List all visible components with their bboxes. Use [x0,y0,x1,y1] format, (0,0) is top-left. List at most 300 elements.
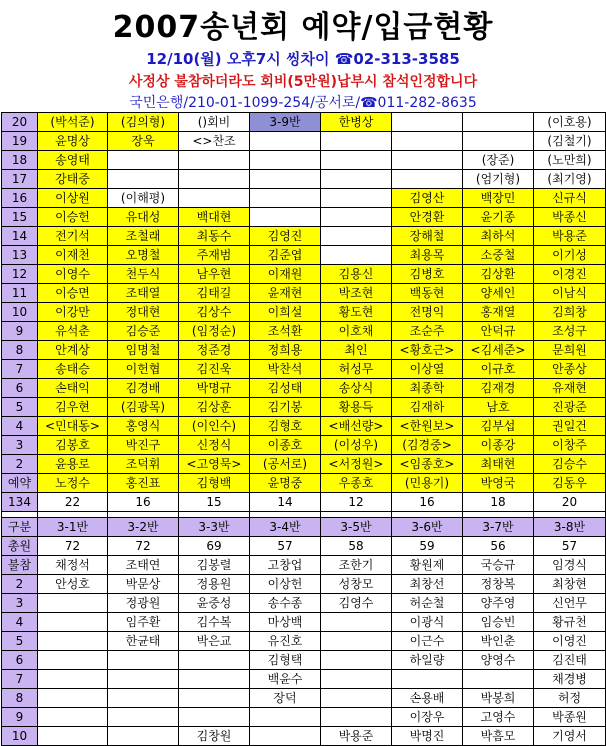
name-cell: 마상백 [250,613,321,632]
name-cell: (이해평) [108,189,179,208]
name-cell [108,651,179,670]
name-cell: 손용배 [392,689,463,708]
name-cell [38,632,108,651]
name-cell: 김희창 [534,303,606,322]
name-cell: 이종강 [463,436,534,455]
row-number: 3 [2,594,38,613]
name-cell: 박종원 [534,708,606,727]
name-cell [179,651,250,670]
name-cell: 김기봉 [250,398,321,417]
name-cell: 전기석 [38,227,108,246]
name-cell: (노만희) [534,151,606,170]
row-number: 12 [2,265,38,284]
name-cell: (이인수) [179,417,250,436]
name-cell: 조태연 [108,556,179,575]
class-header-label: 구분 [2,518,38,537]
name-cell: 이강만 [38,303,108,322]
name-cell: 안성호 [38,575,108,594]
class-total: 18 [463,493,534,512]
name-cell: <서정원> [321,455,392,474]
row-number: 3 [2,436,38,455]
row-number: 4 [2,417,38,436]
table-row [2,575,606,594]
class-name: 3-5반 [321,518,392,537]
name-cell [250,151,321,170]
name-cell: 성창모 [321,575,392,594]
name-cell: 김상훈 [179,398,250,417]
name-cell [38,708,108,727]
name-cell: 우종호 [321,474,392,493]
name-cell [321,246,392,265]
name-cell: 송상식 [321,379,392,398]
name-cell: 유재현 [534,379,606,398]
class-total: 14 [250,493,321,512]
name-cell: 김영산 [392,189,463,208]
name-cell: 오명철 [108,246,179,265]
name-cell: 허성무 [321,360,392,379]
row-number: 7 [2,360,38,379]
name-cell: 윤명상 [38,132,108,151]
table-row [2,227,606,246]
name-cell: 조성구 [534,322,606,341]
row-number: 17 [2,170,38,189]
name-cell [321,132,392,151]
table-row [2,708,606,727]
table-row [2,379,606,398]
table-row [2,417,606,436]
table-row [2,303,606,322]
table-row [2,474,606,493]
name-cell: 이영수 [38,265,108,284]
name-cell: 이헌협 [108,360,179,379]
name-cell: (임정순) [179,322,250,341]
name-cell [108,170,179,189]
name-cell: 윤중성 [179,594,250,613]
name-cell: 장덕 [250,689,321,708]
notice-text: 사정상 불참하더라도 회비(5만원)납부시 참석인정합니다 [128,74,478,90]
name-cell [179,151,250,170]
name-cell: 김봉호 [38,436,108,455]
name-cell: 안계상 [38,341,108,360]
name-cell: 정광원 [108,594,179,613]
name-cell: 김용신 [321,265,392,284]
name-cell: 최창현 [534,575,606,594]
name-cell: 한균태 [108,632,179,651]
name-cell: 황도현 [321,303,392,322]
member-count: 57 [250,537,321,556]
name-cell: (김철기) [534,132,606,151]
name-cell: 강태중 [38,170,108,189]
table-row [2,246,606,265]
name-cell: <배선량> [321,417,392,436]
name-cell: 이호채 [321,322,392,341]
row-number: 5 [2,398,38,417]
row-number: 15 [2,208,38,227]
name-cell [463,670,534,689]
row-number: 5 [2,632,38,651]
row-number: 19 [2,132,38,151]
name-cell: 양영수 [463,651,534,670]
name-cell: 김동우 [534,474,606,493]
name-cell: 김부섭 [463,417,534,436]
name-cell: 박용준 [321,727,392,746]
name-cell: 박명진 [392,727,463,746]
name-cell: 김영진 [250,227,321,246]
name-cell: 김재하 [392,398,463,417]
name-cell: 윤명중 [250,474,321,493]
name-cell: 안덕규 [463,322,534,341]
name-cell: 김태길 [179,284,250,303]
class-name: 3-2반 [108,518,179,537]
name-cell: 이기성 [534,246,606,265]
name-cell: 3-9반 [250,113,321,132]
name-cell: (엄기형) [463,170,534,189]
name-cell: 이상열 [392,360,463,379]
class-name: 3-8반 [534,518,606,537]
name-cell: 이재천 [38,246,108,265]
name-cell [38,670,108,689]
name-cell: 임승빈 [463,613,534,632]
table-row [2,556,606,575]
name-cell: 남우현 [179,265,250,284]
name-cell: 윤기종 [463,208,534,227]
page-header [0,0,606,112]
name-cell [38,613,108,632]
name-cell: 이장우 [392,708,463,727]
name-cell: 홍재열 [463,303,534,322]
name-cell: 노정수 [38,474,108,493]
absent-rows [2,556,606,746]
row-number: 13 [2,246,38,265]
name-cell: 백윤수 [250,670,321,689]
name-cell: 주재범 [179,246,250,265]
name-cell: 최용목 [392,246,463,265]
table-row [2,670,606,689]
name-cell: (장준) [463,151,534,170]
name-cell [179,170,250,189]
name-cell: 조한기 [321,556,392,575]
name-cell [250,132,321,151]
member-count: 72 [108,537,179,556]
name-cell: 임주환 [108,613,179,632]
row-number: 14 [2,227,38,246]
member-count: 56 [463,537,534,556]
name-cell: 송영태 [38,151,108,170]
name-cell: (이호용) [534,113,606,132]
name-cell [321,151,392,170]
name-cell: 송수종 [250,594,321,613]
row-number: 11 [2,284,38,303]
name-cell [108,708,179,727]
name-cell: 기영서 [534,727,606,746]
name-cell: 최하석 [463,227,534,246]
table-row [2,151,606,170]
table-row [2,322,606,341]
row-number: 4 [2,613,38,632]
reservation-table [1,112,606,746]
name-cell [392,670,463,689]
name-cell: (민용기) [392,474,463,493]
name-cell: 송태승 [38,360,108,379]
name-cell: 유대성 [108,208,179,227]
name-cell: 이창주 [534,436,606,455]
name-cell [108,727,179,746]
table-row [2,360,606,379]
name-cell: 장해철 [392,227,463,246]
table-row [2,265,606,284]
name-cell: 김재경 [463,379,534,398]
name-cell: 유석춘 [38,322,108,341]
name-cell: 백대현 [179,208,250,227]
name-cell: 이영진 [534,632,606,651]
summary-rows [2,493,606,556]
row-number: 6 [2,651,38,670]
member-count: 72 [38,537,108,556]
name-cell: 하일량 [392,651,463,670]
name-cell: 황규천 [534,613,606,632]
class-total: 16 [108,493,179,512]
name-cell: 김병호 [392,265,463,284]
name-cell [392,113,463,132]
name-cell [179,670,250,689]
name-cell: 최태현 [463,455,534,474]
name-cell: <고영묵> [179,455,250,474]
name-cell: 유진호 [250,632,321,651]
name-cell [321,227,392,246]
class-total: 15 [179,493,250,512]
name-cell: <>찬조 [179,132,250,151]
name-cell [321,670,392,689]
class-header-row [2,518,606,537]
name-cell: 허정 [534,689,606,708]
name-cell [38,594,108,613]
name-cell: 조석환 [250,322,321,341]
name-cell [179,689,250,708]
name-cell: 박흠모 [463,727,534,746]
row-number: 8 [2,689,38,708]
name-cell: 박진구 [108,436,179,455]
name-cell [392,151,463,170]
name-cell: (이성우) [321,436,392,455]
class-name: 3-6반 [392,518,463,537]
name-cell: 김형호 [250,417,321,436]
class-total: 16 [392,493,463,512]
name-cell: 임명철 [108,341,179,360]
name-cell: 신규식 [534,189,606,208]
row-number: 8 [2,341,38,360]
class-name: 3-7반 [463,518,534,537]
name-cell: <민대동> [38,417,108,436]
row-number: 2 [2,575,38,594]
name-cell: 이재원 [250,265,321,284]
bank-info: 국민은행/210-01-1099-254/공서로/☎011-282-8635 [129,95,477,111]
name-cell: <김세준> [463,341,534,360]
row-number: 6 [2,379,38,398]
name-cell: 전명익 [392,303,463,322]
name-cell: 홍진표 [108,474,179,493]
name-cell [38,651,108,670]
row-number: 9 [2,322,38,341]
name-cell [108,670,179,689]
name-cell: 고창업 [250,556,321,575]
name-cell: <임종호> [392,455,463,474]
row-number: 18 [2,151,38,170]
name-cell: 조태열 [108,284,179,303]
name-cell [463,113,534,132]
name-cell: 남호 [463,398,534,417]
row-number: 10 [2,727,38,746]
name-cell [250,727,321,746]
member-count: 59 [392,537,463,556]
name-cell [321,651,392,670]
name-cell: 임경식 [534,556,606,575]
name-cell [250,189,321,208]
name-cell: 황용득 [321,398,392,417]
name-cell: 김승수 [534,455,606,474]
table-row [2,170,606,189]
name-cell [250,708,321,727]
name-cell: 진광준 [534,398,606,417]
name-cell: 손태익 [38,379,108,398]
name-cell [38,689,108,708]
name-cell: ()회비 [179,113,250,132]
name-cell: 김봉렬 [179,556,250,575]
name-cell: <한원보> [392,417,463,436]
name-cell [250,208,321,227]
name-cell: 양주영 [463,594,534,613]
name-cell: 김진태 [534,651,606,670]
name-cell: 정희용 [250,341,321,360]
member-count: 58 [321,537,392,556]
name-cell: 박명규 [179,379,250,398]
name-cell: 박봉희 [463,689,534,708]
name-cell: 조덕휘 [108,455,179,474]
member-count: 57 [534,537,606,556]
name-cell: 이근수 [392,632,463,651]
name-cell: 박조현 [321,284,392,303]
name-cell: 양세인 [463,284,534,303]
name-cell: 김우현 [38,398,108,417]
name-cell [463,132,534,151]
name-cell: 김영수 [321,594,392,613]
class-total: 20 [534,493,606,512]
class-total: 22 [38,493,108,512]
name-cell: 이상원 [38,189,108,208]
name-cell: 정준경 [179,341,250,360]
name-cell [321,689,392,708]
name-cell: 정창복 [463,575,534,594]
table-row [2,132,606,151]
name-cell: 한병상 [321,113,392,132]
name-cell: 김창원 [179,727,250,746]
members-row [2,537,606,556]
name-cell [179,708,250,727]
name-cell: 소중철 [463,246,534,265]
name-cell [108,151,179,170]
name-cell: 최인 [321,341,392,360]
totals-row [2,493,606,512]
name-cell: 박은교 [179,632,250,651]
table-row [2,189,606,208]
name-cell: 이상헌 [250,575,321,594]
name-cell: 김형택 [250,651,321,670]
name-cell: 이규호 [463,360,534,379]
name-cell: 이경진 [534,265,606,284]
name-cell: 김성태 [250,379,321,398]
table-row [2,284,606,303]
name-cell: 문희원 [534,341,606,360]
table-row [2,113,606,132]
row-number: 16 [2,189,38,208]
name-cell: 최창선 [392,575,463,594]
name-cell: (김경중> [392,436,463,455]
name-cell: 권일건 [534,417,606,436]
table-row [2,208,606,227]
name-cell [321,613,392,632]
name-cell: 채경병 [534,670,606,689]
name-cell: 채정석 [38,556,108,575]
name-cell: 황원제 [392,556,463,575]
table-row [2,594,606,613]
class-name: 3-1반 [38,518,108,537]
event-info: 12/10(월) 오후7시 씽차이 ☎02-313-3585 [146,50,460,68]
name-cell [321,208,392,227]
name-cell: 안종상 [534,360,606,379]
name-cell [321,189,392,208]
row-number: 20 [2,113,38,132]
name-cell: 이승헌 [38,208,108,227]
members-label: 총원 [2,537,38,556]
name-cell: 이남식 [534,284,606,303]
total-count: 134 [2,493,38,512]
name-cell: (최기영) [534,170,606,189]
table-row [2,689,606,708]
name-cell [38,727,108,746]
name-cell: 박찬석 [250,360,321,379]
name-cell: 김수복 [179,613,250,632]
name-cell [392,132,463,151]
name-cell: (김의형) [108,113,179,132]
name-cell: 국승규 [463,556,534,575]
class-name: 3-4반 [250,518,321,537]
name-cell: 이희설 [250,303,321,322]
name-cell: 김상환 [463,265,534,284]
row-number: 불참 [2,556,38,575]
name-cell: 홍영식 [108,417,179,436]
table-row [2,727,606,746]
table-row [2,455,606,474]
table-row [2,341,606,360]
name-cell: (박석준) [38,113,108,132]
row-number: 10 [2,303,38,322]
name-cell: 천두식 [108,265,179,284]
name-cell: 백장민 [463,189,534,208]
row-number: 7 [2,670,38,689]
class-name: 3-3반 [179,518,250,537]
name-cell: 이종호 [250,436,321,455]
name-cell: 신정식 [179,436,250,455]
name-cell: 김형백 [179,474,250,493]
name-cell: 박문상 [108,575,179,594]
name-cell: 박용준 [534,227,606,246]
name-cell: (김광목) [108,398,179,417]
name-cell [108,689,179,708]
name-cell [321,632,392,651]
name-cell: 허순철 [392,594,463,613]
table-row [2,436,606,455]
name-cell: 최동수 [179,227,250,246]
name-cell: 윤재현 [250,284,321,303]
